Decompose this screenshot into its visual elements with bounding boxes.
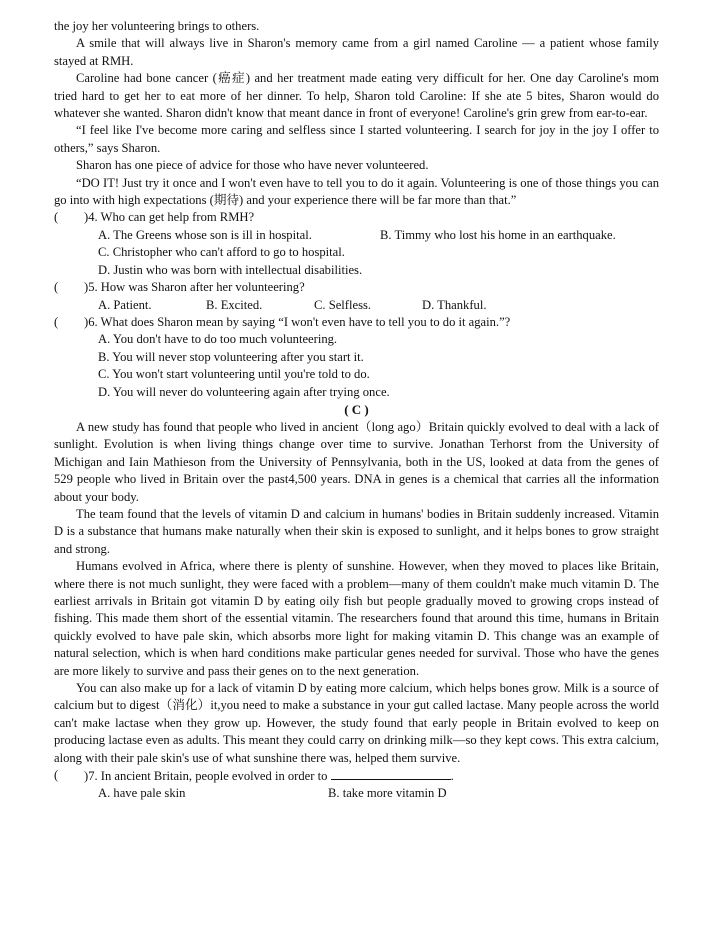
option-b: B. Timmy who lost his home in an earthquake. — [380, 227, 616, 242]
stem-period: . — [450, 769, 454, 784]
answer-blank[interactable]: ( — [54, 210, 59, 225]
option-b: B. Excited. — [206, 297, 263, 312]
passage-paragraph: A new study has found that people who lived in ancient（long ago）Britain quickly evolved to deal with a lack of sunlight. Evolution is when living things change over time to survive. Jonathan Terhorst from the University of Michigan and Iain Mathieson from the University of Pennsylvania, both in the US, looked at data from the genes of 529 people who lived in Britain over the past4,500 years. DNA in genes is a chemical that carries all the information about your body. — [54, 419, 659, 504]
option-a: A. You don't have to do too much volunteering. — [98, 332, 338, 347]
passage-paragraph: Caroline had bone cancer (癌症) and her treatment made eating very difficult for her. One day Caroline's mom tried hard to get her to eat more of her dinner. To help, Sharon told Caroline: If she ate 5 bites, Sharon would do whatever she wanted. Sharon didn't know that meant dance in front of everyone! Caroline's grin grew from ear-to-ear. — [54, 71, 659, 121]
question-4 — [54, 209, 659, 279]
passage-paragraph: Humans evolved in Africa, where there is plenty of sunshine. However, when they moved to places like Britain, where there is not much sunlight, they were faced with a problem—many of them couldn't make much vitamin D. The earliest arrivals in Britain got vitamin D by eating oily fish but people gradually moved to growing crops instead of fishing. This made them short of the essential vitamin. The researchers found that around this time, humans in Britain quickly evolved to have pale skin, which absorbs more light for making vitamin D. This change was an example of natural selection, which is when hard conditions make particular genes needed for survival. Those who have the genes are more likely to survive and pass their genes on to the next generation. — [54, 559, 659, 678]
passage-paragraph: The team found that the levels of vitamin D and calcium in humans' bodies in Britain suddenly increased. Vitamin D is a substance that humans make naturally when their skin is exposed to sunlight, and it helps bones to grow straight and strong. — [54, 506, 659, 556]
option-a: A. have pale skin — [98, 786, 186, 801]
answer-blank[interactable]: ( — [54, 314, 59, 329]
option-a: A. The Greens whose son is ill in hospital. — [98, 227, 312, 242]
option-a: A. Patient. — [98, 297, 152, 312]
passage-paragraph: “I feel like I've become more caring and selfless since I started volunteering. I search for joy in the joy I offer to others,” says Sharon. — [54, 123, 659, 155]
passage-paragraph: You can also make up for a lack of vitamin D by eating more calcium, which helps bones grow. Milk is a source of calcium but to digest（消化）it,you need to make a substance in your gut called lactase. Many people across the world can't make lactase when they grow up. However, the study found that early people in Britain evolved to keep on producing lactase even as adults. This meant they could carry on drinking milk—so they kept cows. This extra calcium, along with their pale skin's use of what sunshine there was, helped them survive. — [54, 681, 659, 765]
question-stem: )6. What does Sharon mean by saying “I won't even have to tell you to do it again.”? — [84, 314, 511, 329]
question-6 — [54, 314, 659, 401]
question-5 — [54, 279, 659, 314]
option-c: C. Selfless. — [314, 297, 372, 312]
option-d: D. Justin who was born with intellectual disabilities. — [98, 262, 363, 277]
option-b: B. You will never stop volunteering after you start it. — [98, 349, 364, 364]
fill-in-blank[interactable] — [331, 767, 451, 780]
question-stem: )5. How was Sharon after her volunteering? — [84, 280, 305, 295]
option-c: C. Christopher who can't afford to go to hospital. — [98, 245, 345, 260]
question-stem: )4. Who can get help from RMH? — [84, 210, 255, 225]
section-heading: ( C ) — [344, 401, 369, 417]
option-b: B. take more vitamin D — [328, 786, 447, 801]
passage-paragraph: the joy her volunteering brings to others. — [54, 19, 260, 33]
passage-paragraph: “DO IT! Just try it once and I won't even have to tell you to do it again. Volunteering is one of those things you can go into with high expectations (期待) and your experience there will be far more than that.” — [54, 175, 659, 208]
option-c: C. You won't start volunteering until you're told to do. — [98, 367, 370, 382]
question-7 — [54, 767, 659, 803]
answer-blank[interactable]: ( — [54, 768, 59, 783]
passage-paragraph: Sharon has one piece of advice for those who have never volunteered. — [76, 158, 429, 173]
option-d: D. Thankful. — [422, 297, 487, 312]
option-d: D. You will never do volunteering again after trying once. — [98, 384, 390, 399]
question-stem: )7. In ancient Britain, people evolved in order to — [84, 769, 328, 784]
answer-blank[interactable]: ( — [54, 280, 59, 295]
passage-paragraph: A smile that will always live in Sharon's memory came from a girl named Caroline — a patient whose family stayed at RMH. — [54, 36, 659, 68]
